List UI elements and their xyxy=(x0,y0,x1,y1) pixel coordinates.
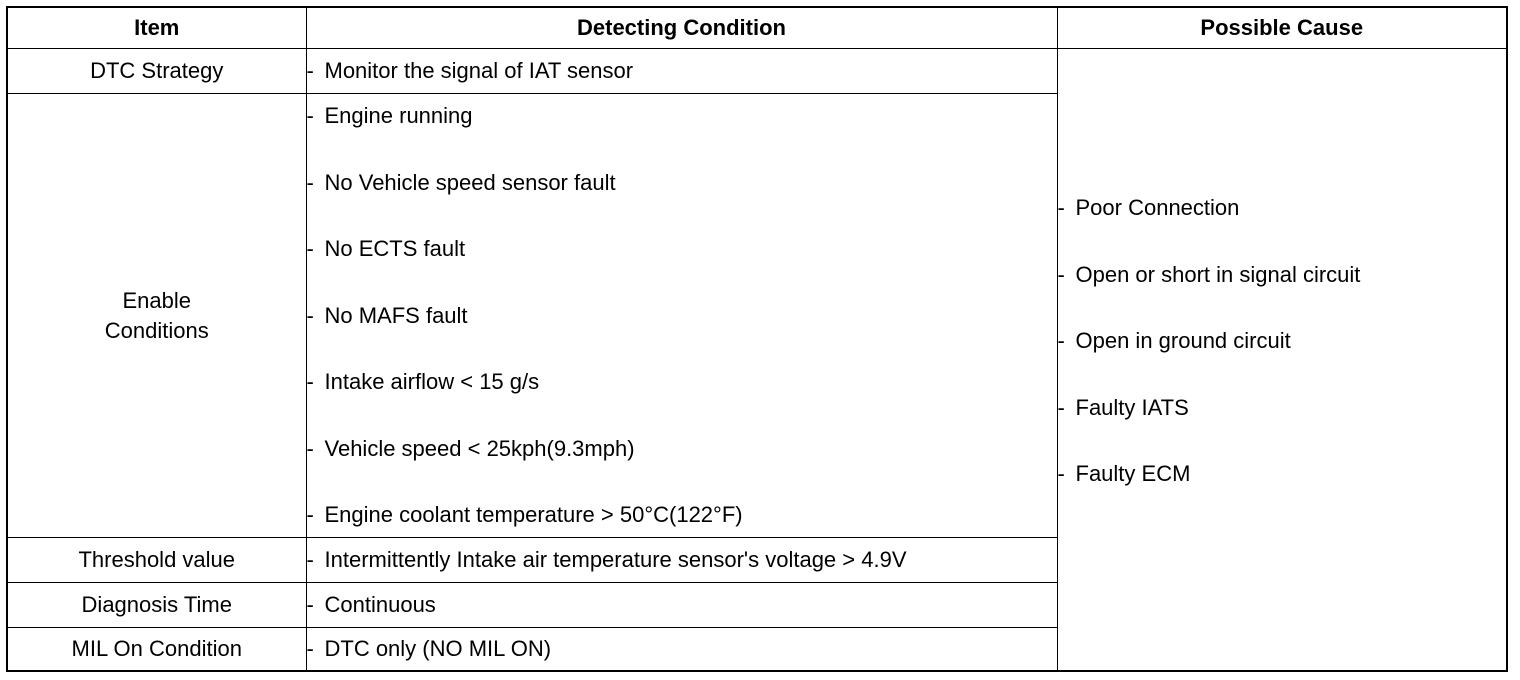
possible-cause-cell xyxy=(1057,49,1507,672)
cause-item: - Faulty IATS xyxy=(1057,394,1189,420)
list-item: - No MAFS fault xyxy=(306,302,468,328)
enable-conditions-list xyxy=(307,94,1057,537)
header-possible-cause: Possible Cause xyxy=(1057,7,1507,49)
condition-text: DTC only (NO MIL ON) xyxy=(324,636,552,661)
bullet-dash: - xyxy=(306,58,314,83)
cause-item: - Open in ground circuit xyxy=(1057,328,1291,354)
header-detecting-condition: Detecting Condition xyxy=(306,7,1057,49)
condition-enable-conditions xyxy=(306,94,1057,538)
list-item: - Vehicle speed < 25kph(9.3mph) xyxy=(306,435,635,461)
cause-item: - Poor Connection xyxy=(1057,195,1240,221)
table-row-dtc-strategy xyxy=(7,49,1507,94)
item-mil-on-condition: MIL On Condition xyxy=(7,628,306,672)
item-threshold-value: Threshold value xyxy=(7,538,306,583)
condition-diagnosis-time: - Continuous xyxy=(306,583,1057,628)
list-item: - Intake airflow < 15 g/s xyxy=(306,369,540,394)
cause-item: - Open or short in signal circuit xyxy=(1057,261,1361,287)
dtc-table xyxy=(6,6,1508,672)
item-enable-conditions: Enable Conditions xyxy=(7,94,306,538)
header-item: Item xyxy=(7,7,306,49)
list-item: - No Vehicle speed sensor fault xyxy=(306,169,616,195)
item-diagnosis-time: Diagnosis Time xyxy=(7,583,306,628)
condition-text: Monitor the signal of IAT sensor xyxy=(324,58,634,83)
cause-item: - Faulty ECM xyxy=(1057,461,1191,487)
condition-mil-on-condition: - DTC only (NO MIL ON) xyxy=(306,628,1057,672)
list-item: - No ECTS fault xyxy=(306,236,466,261)
condition-threshold-value: - Intermittently Intake air temperature sensor's voltage > 4.9V xyxy=(306,538,1057,583)
header-row xyxy=(7,7,1507,49)
list-item: - Engine coolant temperature > 50°C(122°F) xyxy=(306,502,743,527)
possible-cause-list xyxy=(1058,193,1507,526)
condition-text: Intermittently Intake air temperature sensor's voltage > 4.9V xyxy=(324,547,907,572)
condition-text: Continuous xyxy=(324,592,436,617)
condition-dtc-strategy xyxy=(306,49,1057,94)
list-item: - Engine running xyxy=(306,103,473,128)
item-dtc-strategy: DTC Strategy xyxy=(7,49,306,94)
